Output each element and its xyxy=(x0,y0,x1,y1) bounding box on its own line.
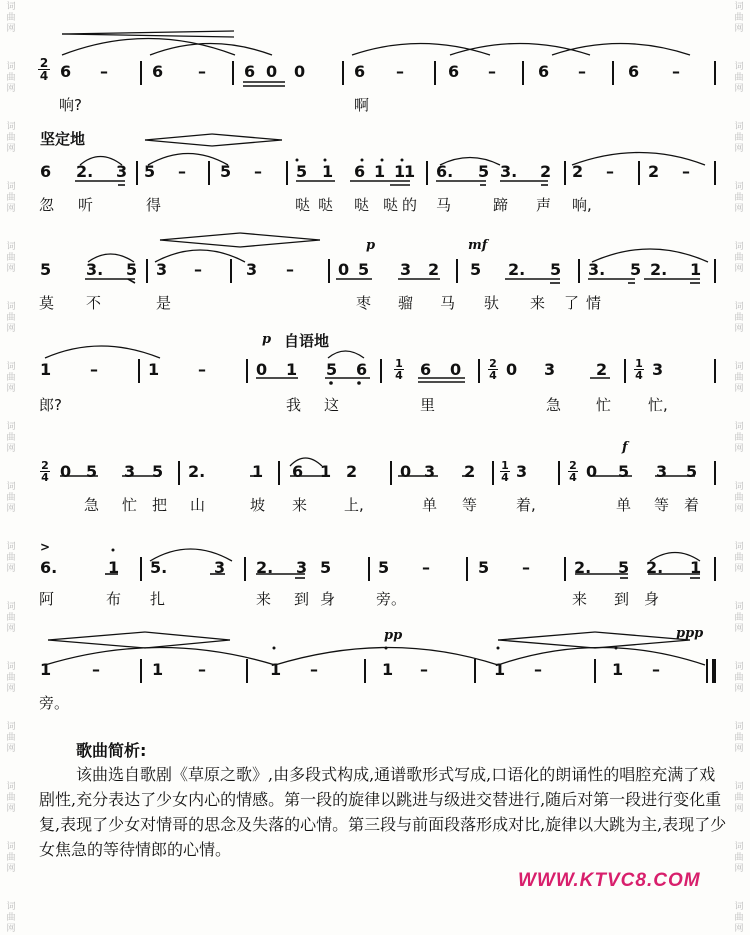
note: 2. xyxy=(188,462,206,481)
dash: – xyxy=(100,62,108,81)
watermark-text: 词 曲 网 xyxy=(734,902,744,934)
lyric: 是 xyxy=(156,294,172,312)
note: 1 xyxy=(320,462,332,481)
note: 6 xyxy=(448,62,460,81)
time-signature-2-4: 2 4 xyxy=(489,357,497,382)
lyric: 来 xyxy=(530,294,546,312)
barline xyxy=(140,659,142,683)
dash: – xyxy=(578,62,586,81)
watermark-text: 词 曲 网 xyxy=(6,182,16,214)
note: 5 xyxy=(378,558,390,577)
barline xyxy=(208,161,210,185)
dash: – xyxy=(672,62,680,81)
dash: – xyxy=(90,360,98,379)
lyric: 坡 xyxy=(250,496,266,514)
note: 1 xyxy=(40,360,52,379)
note: 6 xyxy=(244,62,256,81)
note: 5 xyxy=(478,162,490,181)
note: 5 xyxy=(144,162,156,181)
lyric: 了 xyxy=(564,294,580,312)
barline xyxy=(714,259,716,283)
lyric: 急 xyxy=(546,396,562,414)
note: 5 xyxy=(152,462,164,481)
dash: – xyxy=(652,660,660,679)
lyric: 得 xyxy=(146,196,162,214)
note: 3 xyxy=(116,162,128,181)
watermark-text: 词 曲 网 xyxy=(6,482,16,514)
analysis-text: 该曲选自歌剧《草原之歌》,由多段式构成,通谱歌形式写成,口语化的朗诵性的唱腔充满了戏剧性,充分表达了少女内心的情感。第一段的旋律以跳进与级进交替进行,随后对第一段进行变化重复,表现了少女对情哥的思念及失落的心情。第三段与前面段落形成对比,旋律以大跳为主,表现了少女焦急的等待情郎的心情。 xyxy=(39,765,727,859)
note: 3. xyxy=(500,162,518,181)
note: 1 xyxy=(108,558,120,577)
lyric: 马 xyxy=(440,294,456,312)
lyric: 上, xyxy=(344,496,364,514)
barline xyxy=(368,557,370,581)
lyric: 来 xyxy=(572,590,588,608)
note: 5 xyxy=(326,360,338,379)
lyric: 响? xyxy=(59,96,82,114)
note: 2 xyxy=(596,360,608,379)
note: 3 xyxy=(246,260,258,279)
note: 3 xyxy=(656,462,668,481)
barline xyxy=(232,61,234,85)
barline xyxy=(714,557,716,581)
dash: – xyxy=(606,162,614,181)
lyric: 到 xyxy=(294,590,310,608)
note: 5 xyxy=(686,462,698,481)
barline xyxy=(364,659,366,683)
dynamic-f: f xyxy=(622,440,628,455)
note: 1 xyxy=(286,360,298,379)
dash: – xyxy=(92,660,100,679)
barline xyxy=(456,259,458,283)
dash: – xyxy=(522,558,530,577)
dynamic-mf: mf xyxy=(468,238,488,253)
note: 3 xyxy=(214,558,226,577)
watermark-text: 词 曲 网 xyxy=(6,2,16,34)
barline xyxy=(178,461,180,485)
note: 3 xyxy=(296,558,308,577)
time-signature-2-4: 2 4 xyxy=(41,459,49,484)
note: 2 xyxy=(572,162,584,181)
dash: – xyxy=(682,162,690,181)
barline xyxy=(492,461,494,485)
barline xyxy=(564,161,566,185)
watermark-text: 词 曲 网 xyxy=(734,482,744,514)
lyric: 急 xyxy=(84,496,100,514)
lyric: 来 xyxy=(256,590,272,608)
lyric: 郎? xyxy=(39,396,62,414)
lyric: 等 xyxy=(462,496,478,514)
dynamic-pp: pp xyxy=(384,628,403,643)
note: 1 xyxy=(322,162,334,181)
score-line-5 xyxy=(38,458,718,488)
lyric: 的 xyxy=(402,196,418,214)
barline xyxy=(146,259,148,283)
final-barline xyxy=(712,659,716,683)
time-signature-1-4: 1 4 xyxy=(395,357,403,382)
note: 6 xyxy=(538,62,550,81)
note: 5 xyxy=(296,162,308,181)
note: 3 xyxy=(156,260,168,279)
score-line-2 xyxy=(38,158,718,188)
barline xyxy=(230,259,232,283)
dynamic-p: p xyxy=(262,332,272,347)
lyrics-line-6 xyxy=(38,588,718,610)
note: 5 xyxy=(550,260,562,279)
note: 3 xyxy=(516,462,528,481)
note: 3 xyxy=(544,360,556,379)
dash: – xyxy=(254,162,262,181)
lyric: 单 xyxy=(616,496,632,514)
note: 0 xyxy=(266,62,278,81)
dynamic-ppp: ppp xyxy=(676,626,704,641)
lyric: 我 xyxy=(286,396,302,414)
watermark-text: 词 曲 网 xyxy=(6,842,16,874)
note: 6. xyxy=(436,162,454,181)
note: 6 xyxy=(420,360,432,379)
lyrics-line-4 xyxy=(38,394,718,416)
tempo-marking: 自语地 xyxy=(284,332,330,350)
note: 6 xyxy=(292,462,304,481)
note: 5 xyxy=(478,558,490,577)
lyric: 枣 xyxy=(356,294,372,312)
lyric: 忙 xyxy=(122,496,138,514)
note: 2 xyxy=(540,162,552,181)
watermark-text: 词 曲 网 xyxy=(734,182,744,214)
lyric: 不 xyxy=(86,294,102,312)
note: 1 xyxy=(382,660,394,679)
note: 1 xyxy=(40,660,52,679)
barline xyxy=(286,161,288,185)
barline xyxy=(380,359,382,383)
watermark-text: 词 曲 网 xyxy=(6,62,16,94)
lyric: 马 xyxy=(436,196,452,214)
watermark-text: 词 曲 网 xyxy=(6,302,16,334)
lyric: 身 xyxy=(644,590,660,608)
note: 3. xyxy=(588,260,606,279)
watermark-text: 词 曲 网 xyxy=(734,722,744,754)
lyric: 忙 xyxy=(596,396,612,414)
lyrics-line-1 xyxy=(38,94,718,116)
lyric: 声 xyxy=(536,196,552,214)
note: 5 xyxy=(630,260,642,279)
note: 1 xyxy=(690,260,702,279)
note: 2. xyxy=(76,162,94,181)
site-watermark: WWW.KTVC8.COM xyxy=(518,870,701,891)
lyric: 哒 xyxy=(354,196,370,214)
barline xyxy=(246,359,248,383)
lyric: 哒 xyxy=(318,196,334,214)
note: 2 xyxy=(428,260,440,279)
note: 1 xyxy=(252,462,264,481)
score-line-4 xyxy=(38,356,718,386)
dash: – xyxy=(488,62,496,81)
note: 5 xyxy=(358,260,370,279)
watermark-text: 词 曲 网 xyxy=(6,362,16,394)
watermark-text: 词 曲 网 xyxy=(6,722,16,754)
lyrics-line-2 xyxy=(38,194,718,216)
lyric: 这 xyxy=(324,396,340,414)
lyric: 着, xyxy=(516,496,536,514)
dash: – xyxy=(198,660,206,679)
note: 0 xyxy=(506,360,518,379)
watermark-text: 词 曲 网 xyxy=(734,362,744,394)
lyric: 单 xyxy=(422,496,438,514)
note: 1 xyxy=(148,360,160,379)
barline xyxy=(140,557,142,581)
lyric: 听 xyxy=(78,196,94,214)
analysis-title: 歌曲简析: xyxy=(76,741,147,760)
lyric: 哒 xyxy=(295,196,311,214)
note: 1 xyxy=(152,660,164,679)
time-signature-2-4: 2 4 xyxy=(569,459,577,484)
barline xyxy=(564,557,566,581)
score-line-3 xyxy=(38,256,718,286)
note: 5 xyxy=(86,462,98,481)
lyric: 把 xyxy=(152,496,168,514)
note: 5 xyxy=(470,260,482,279)
lyric: 等 xyxy=(654,496,670,514)
barline xyxy=(714,61,716,85)
watermark-text: 词 曲 网 xyxy=(734,782,744,814)
note: 3 xyxy=(400,260,412,279)
time-sig-bottom: 4 xyxy=(39,69,49,83)
lyric: 里 xyxy=(420,396,436,414)
watermark-text: 词 曲 网 xyxy=(6,242,16,274)
watermark-text: 词 曲 网 xyxy=(734,662,744,694)
watermark-text: 词 曲 网 xyxy=(734,302,744,334)
watermark-text: 词 曲 网 xyxy=(6,782,16,814)
barline xyxy=(714,359,716,383)
time-signature-1-4: 1 4 xyxy=(501,459,509,484)
watermark-text: 词 曲 网 xyxy=(6,662,16,694)
barline xyxy=(578,259,580,283)
barline xyxy=(426,161,428,185)
barline xyxy=(714,461,716,485)
barline xyxy=(244,557,246,581)
lyric: 情 xyxy=(586,294,602,312)
dash: – xyxy=(194,260,202,279)
lyric: 忙, xyxy=(648,396,668,414)
note: 0 xyxy=(586,462,598,481)
lyric: 着 xyxy=(684,496,700,514)
note: 1 xyxy=(690,558,702,577)
note: 3. xyxy=(86,260,104,279)
note: 6 xyxy=(354,162,366,181)
barline xyxy=(474,659,476,683)
lyric: 骝 xyxy=(398,294,414,312)
lyric: 蹄 xyxy=(493,196,509,214)
lyric: 来 xyxy=(292,496,308,514)
note: 2. xyxy=(646,558,664,577)
note: 0 xyxy=(256,360,268,379)
watermark-text: 词 曲 网 xyxy=(734,242,744,274)
lyrics-line-7 xyxy=(38,692,718,714)
watermark-text: 词 曲 网 xyxy=(6,422,16,454)
barline xyxy=(136,161,138,185)
barline xyxy=(390,461,392,485)
note: 1 xyxy=(374,162,386,181)
barline xyxy=(714,161,716,185)
note: 1 xyxy=(612,660,624,679)
lyric: 响, xyxy=(572,196,592,214)
note: 2 xyxy=(464,462,476,481)
barline xyxy=(434,61,436,85)
note: 2 xyxy=(346,462,358,481)
note: 1 xyxy=(404,162,416,181)
score-line-6 xyxy=(38,554,718,584)
note: 0 xyxy=(338,260,350,279)
watermark-text: 词 曲 网 xyxy=(734,542,744,574)
dash: – xyxy=(198,62,206,81)
note: 6 xyxy=(152,62,164,81)
tempo-marking: 坚定地 xyxy=(40,130,86,148)
lyrics-line-3 xyxy=(38,292,718,314)
note: 2. xyxy=(508,260,526,279)
note: 6 xyxy=(354,62,366,81)
note: 6 xyxy=(628,62,640,81)
note: 2 xyxy=(648,162,660,181)
note: 5. xyxy=(150,558,168,577)
watermark-text: 词 曲 网 xyxy=(734,2,744,34)
note: 0 xyxy=(450,360,462,379)
lyric: 啊 xyxy=(354,96,370,114)
barline xyxy=(706,659,708,683)
time-signature-1-4: 1 4 xyxy=(635,357,643,382)
note: 2. xyxy=(256,558,274,577)
note: 5 xyxy=(40,260,52,279)
watermark-text: 词 曲 网 xyxy=(734,62,744,94)
lyric: 忽 xyxy=(39,196,55,214)
lyric: 旁。 xyxy=(376,590,407,608)
lyric: 山 xyxy=(190,496,206,514)
watermark-text: 词 曲 网 xyxy=(6,122,16,154)
lyrics-line-5 xyxy=(38,494,718,516)
barline xyxy=(278,461,280,485)
barline xyxy=(478,359,480,383)
watermark-text: 词 曲 网 xyxy=(734,122,744,154)
score-line-7 xyxy=(38,656,718,686)
lyric: 驮 xyxy=(484,294,500,312)
note: 0 xyxy=(294,62,306,81)
note: 6 xyxy=(60,62,72,81)
dash: – xyxy=(420,660,428,679)
lyric: 旁。 xyxy=(39,694,70,712)
barline xyxy=(612,61,614,85)
dynamic-p: p xyxy=(366,238,376,253)
note: 1 xyxy=(270,660,282,679)
barline xyxy=(466,557,468,581)
note: 6. xyxy=(40,558,58,577)
watermark-text: 词 曲 网 xyxy=(734,602,744,634)
lyric: 哒 xyxy=(383,196,399,214)
barline xyxy=(638,161,640,185)
note: 1 xyxy=(394,162,406,181)
barline xyxy=(558,461,560,485)
lyric: 布 xyxy=(106,590,122,608)
dash: – xyxy=(534,660,542,679)
note: 6 xyxy=(40,162,52,181)
watermark-text: 词 曲 网 xyxy=(734,842,744,874)
note: 5 xyxy=(220,162,232,181)
note: 2. xyxy=(574,558,592,577)
time-sig-top: 2 xyxy=(39,56,49,70)
note: 3 xyxy=(652,360,664,379)
note: 0 xyxy=(400,462,412,481)
barline xyxy=(624,359,626,383)
barline xyxy=(140,61,142,85)
note: 2. xyxy=(650,260,668,279)
barline xyxy=(522,61,524,85)
lyric: 扎 xyxy=(150,590,166,608)
dash: – xyxy=(198,360,206,379)
lyric: 阿 xyxy=(39,590,55,608)
lyric: 到 xyxy=(614,590,630,608)
note: 6 xyxy=(356,360,368,379)
note: 5 xyxy=(126,260,138,279)
score-line-1 xyxy=(38,58,718,88)
watermark-text: 词 曲 网 xyxy=(6,602,16,634)
barline xyxy=(246,659,248,683)
watermark-text: 词 曲 网 xyxy=(6,902,16,934)
barline xyxy=(328,259,330,283)
note: 0 xyxy=(60,462,72,481)
lyric: 莫 xyxy=(39,294,55,312)
barline xyxy=(138,359,140,383)
watermark-text: 词 曲 网 xyxy=(734,422,744,454)
note: 5 xyxy=(618,462,630,481)
watermark-text: 词 曲 网 xyxy=(6,542,16,574)
dash: – xyxy=(396,62,404,81)
dash: – xyxy=(178,162,186,181)
dash: – xyxy=(422,558,430,577)
barline xyxy=(342,61,344,85)
note: 5 xyxy=(320,558,332,577)
note: 3 xyxy=(424,462,436,481)
dash: – xyxy=(310,660,318,679)
note: 5 xyxy=(618,558,630,577)
note: 1 xyxy=(494,660,506,679)
barline xyxy=(594,659,596,683)
dash: – xyxy=(286,260,294,279)
accent-mark: > xyxy=(40,540,51,554)
lyric: 身 xyxy=(320,590,336,608)
note: 3 xyxy=(124,462,136,481)
